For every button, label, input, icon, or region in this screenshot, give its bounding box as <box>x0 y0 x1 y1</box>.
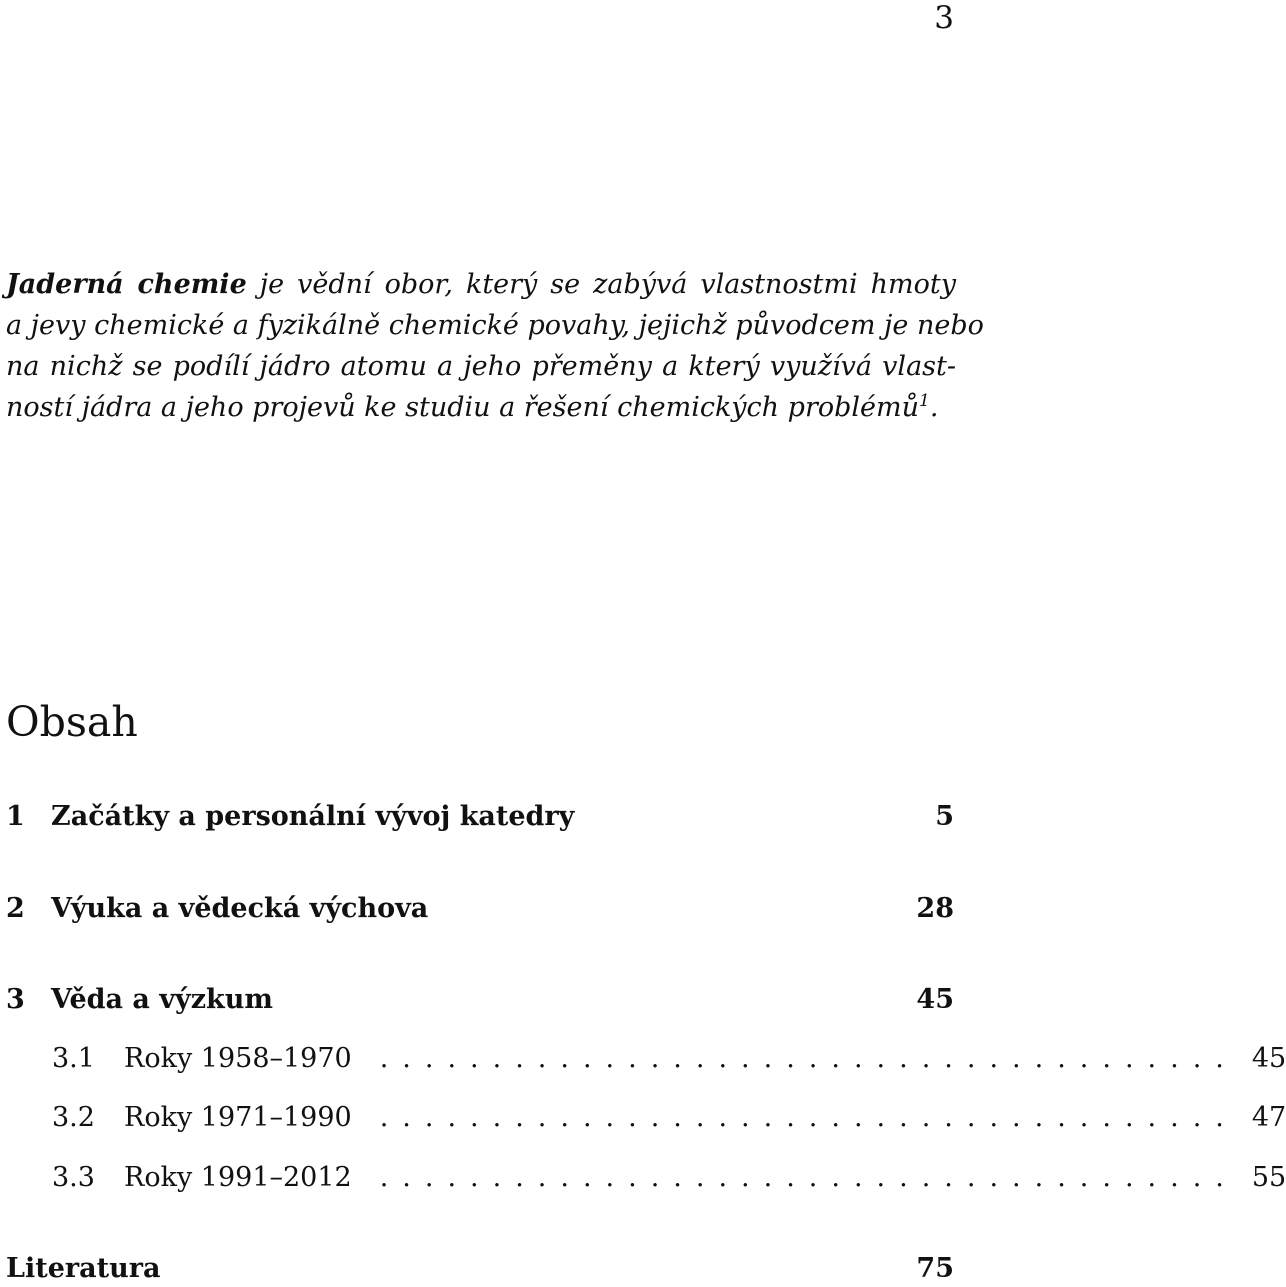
toc-chapter-page: 45 <box>916 984 954 1015</box>
intro-line-4-text: ností jádra a jeho projevů ke studiu a řešení chemických problémů <box>6 392 919 423</box>
toc-section-title: Roky 1958–1970 <box>124 1043 352 1074</box>
toc-chapter-number: 3 <box>6 984 25 1015</box>
toc-section-page: 45 <box>1251 1043 1286 1074</box>
toc-literature-page: 75 <box>916 1253 954 1284</box>
toc-section-title: Roky 1991–2012 <box>124 1162 352 1193</box>
intro-paragraph <box>6 264 984 428</box>
intro-line-4 <box>6 387 956 428</box>
toc-chapter-3[interactable] <box>6 982 954 1018</box>
toc-section-number: 3.2 <box>52 1102 95 1133</box>
intro-line-2: a jevy chemické a fyzikálně chemické povahy, jejichž původcem je nebo <box>6 310 984 341</box>
toc-leader-dots: ...................................... <box>379 1102 1238 1133</box>
toc-leader-dots: ...................................... <box>379 1043 1238 1074</box>
toc-leader-dots: ...................................... <box>379 1162 1238 1193</box>
toc-chapter-title: Začátky a personální vývoj katedry <box>51 801 575 832</box>
toc-chapter-title: Věda a výzkum <box>51 984 273 1015</box>
intro-line-1 <box>6 264 956 305</box>
toc-section-3-2[interactable] <box>52 1100 1286 1136</box>
toc-section-page: 55 <box>1251 1162 1286 1193</box>
toc-section-title: Roky 1971–1990 <box>124 1102 352 1133</box>
intro-line-3: na nichž se podílí jádro atomu a jeho přeměny a který využívá vlast- <box>6 351 956 382</box>
toc-chapter-page: 5 <box>935 801 954 832</box>
toc-section-number: 3.1 <box>52 1043 95 1074</box>
toc-chapter-1-label <box>6 799 574 835</box>
toc-section-number: 3.3 <box>52 1162 95 1193</box>
intro-term: Jaderná chemie <box>6 269 247 300</box>
page-number: 3 <box>934 0 954 36</box>
toc-section-3-3[interactable] <box>52 1160 1286 1196</box>
toc-chapter-1[interactable] <box>6 799 954 835</box>
toc-section-3-1[interactable] <box>52 1041 1286 1077</box>
footnote-mark[interactable]: 1 <box>919 391 930 411</box>
toc-chapter-number: 2 <box>6 893 25 924</box>
toc-literature[interactable] <box>6 1251 954 1287</box>
intro-line-1-rest: je vědní obor, který se zabývá vlastnostmi hmoty <box>246 269 956 300</box>
toc-chapter-2[interactable] <box>6 891 954 927</box>
toc-chapter-number: 1 <box>6 801 25 832</box>
toc-section-page: 47 <box>1251 1102 1286 1133</box>
toc-chapter-3-label <box>6 982 273 1018</box>
toc-literature-title: Literatura <box>6 1253 161 1284</box>
toc-title: Obsah <box>6 698 138 746</box>
toc-chapter-2-label <box>6 891 428 927</box>
toc-chapter-page: 28 <box>916 893 954 924</box>
intro-line-4-end: . <box>929 392 939 423</box>
toc-chapter-title: Výuka a vědecká výchova <box>51 893 429 924</box>
